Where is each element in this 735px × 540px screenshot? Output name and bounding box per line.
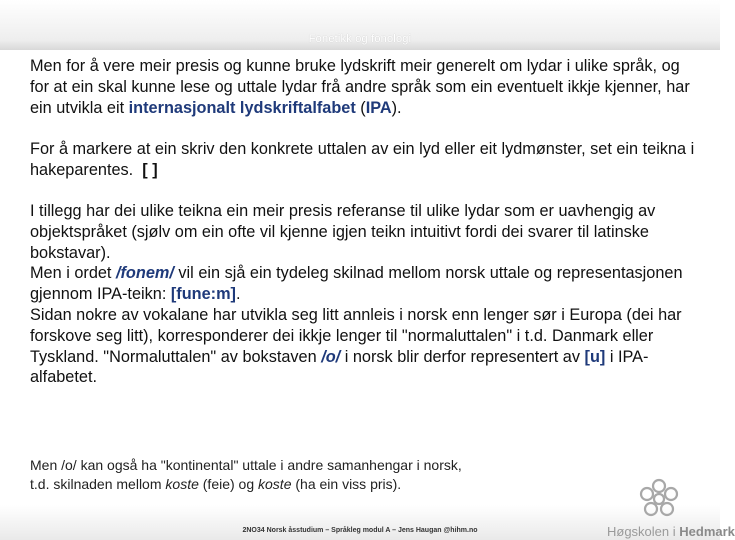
note-text: t.d. skilnaden mellom bbox=[30, 476, 166, 492]
slide-content bbox=[30, 56, 700, 388]
paragraph-fonem bbox=[30, 263, 700, 305]
p2-text: For å markere at ein skriv den konkrete uttalen av ein lyd eller eit lydmønster, set ein teikna i hakeparentes. bbox=[30, 140, 695, 180]
ipa-abbrev: IPA bbox=[365, 98, 392, 117]
college-name-part2: Hedmark bbox=[679, 524, 735, 539]
bracket-symbols: [ ] bbox=[142, 161, 158, 180]
p1-text-b: ( bbox=[355, 98, 366, 117]
note-line-2 bbox=[30, 475, 590, 494]
p1-text: Men for å vere meir presis og kunne bruke lydskrift meir generelt om lydar i ulike språk, og for at ein skal kunne lese og uttale lydar frå andre språk som ein eventuelt ikkje kjenner, har ein utvikla eit bbox=[30, 57, 690, 117]
paragraph-ipa-intro bbox=[30, 56, 700, 118]
paragraph-vowels bbox=[30, 305, 700, 388]
note-text-b: (feie) og bbox=[198, 476, 259, 492]
p3-text: I tillegg har dei ulike teikna ein meir presis referanse til ulike lydar som er uavhengig av objektspråket (sjølv om ein ofte vil kjenne igjen teikn intuitivt fordi dei svarer til latinske bokstavar). bbox=[30, 201, 656, 262]
p5-text: Sidan nokre av vokalane har utvikla seg litt annleis i norsk enn lenger sør i Europa (dei har forskove seg litt), korresponderer dei ikkje lenger til "normaluttalen" i t.d. Danmark eller Tyskland. "Normaluttalen" av bokstaven bbox=[30, 305, 682, 366]
koste-word-2: koste bbox=[258, 476, 292, 492]
p5-text-c: i IPA-alfabetet. bbox=[30, 347, 649, 387]
note-line-1: Men /o/ kan også ha "kontinental" uttale i andre samanhengar i norsk, bbox=[30, 457, 462, 473]
college-name-part1: Høgskolen i bbox=[607, 524, 676, 539]
header-title: Fonetikk og fonologi bbox=[308, 33, 412, 45]
fonem-word: /fonem/ bbox=[115, 264, 174, 283]
o-letter: /o/ bbox=[321, 347, 341, 366]
koste-word-1: koste bbox=[165, 476, 199, 492]
fonem-ipa: [fune:m] bbox=[170, 285, 236, 304]
footer-credit: 2NO34 Norsk åsstudium – Språkleg modul A – Jens Haugan @hihm.no bbox=[242, 527, 478, 534]
p5-text-b: i norsk blir derfor representert av bbox=[340, 347, 585, 366]
college-logo-icon bbox=[638, 478, 680, 520]
college-name bbox=[607, 524, 735, 539]
p4-text: Men i ordet bbox=[30, 264, 116, 283]
p4-text-c: . bbox=[235, 285, 241, 304]
note-text-c: (ha ein viss pris). bbox=[291, 476, 402, 492]
u-ipa: [u] bbox=[584, 347, 606, 366]
paragraph-reference bbox=[30, 201, 700, 263]
ipa-term: internasjonalt lydskriftalfabet bbox=[128, 98, 356, 117]
p4-text-b: vil ein sjå ein tydeleg skilnad mellom norsk uttale og representasjonen gjennom IPA-teikn: bbox=[30, 264, 683, 304]
footnote bbox=[30, 456, 590, 494]
p1-text-c: ). bbox=[391, 98, 402, 117]
paragraph-brackets bbox=[30, 139, 700, 181]
